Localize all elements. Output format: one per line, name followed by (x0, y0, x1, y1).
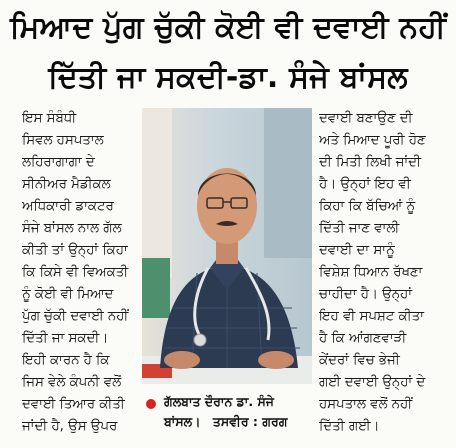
text-line: ਜਾਂਦੀ ਹੈ, ਉਸ ਉਪਰ (22, 419, 118, 434)
text-line: ਗਈ ਦਵਾਈ ਉਨ੍ਹਾਂ ਦੇ (319, 375, 426, 390)
text-line: ਦੀ ਮਿਤੀ ਲਿਖੀ ਜਾਂਦੀ (319, 155, 421, 170)
headline-line-1: ਮਿਆਦ ਪੁੱਗ ਚੁੱਕੀ ਕੋਈ ਵੀ ਦਵਾਈ ਨਹੀਂ (9, 10, 447, 45)
text-line: ਦਿੱਤੀ ਗਈ। (319, 419, 380, 434)
text-line: ਇਹੀ ਕਾਰਨ ਹੈ ਕਿ (22, 353, 110, 368)
text-line: ਕੀਤੀ ਤਾਂ ਉਨ੍ਹਾਂ ਕਿਹਾ (22, 243, 128, 258)
left-text-column (22, 108, 136, 438)
text-line: ਸਿਵਲ ਹਸਪਤਾਲ (22, 133, 104, 148)
text-line: ਚਾਹੀਦਾ ਹੈ। ਉਨ੍ਹਾਂ (319, 287, 412, 302)
text-line: ਦਵਾਈ ਤਿਆਰ ਕੀਤੀ (22, 397, 125, 412)
text-line: ਹੈ। ਉਨ੍ਹਾਂ ਇਹ ਵੀ (319, 177, 411, 192)
text-line: ਇਹ ਵੀ ਸਪਸ਼ਟ ਕੀਤਾ (319, 309, 424, 324)
text-line: ਪੁੱਗ ਚੁੱਕੀ ਦਵਾਈ ਨਹੀਂ (22, 309, 129, 324)
text-line: ਅਧਿਕਾਰੀ ਡਾਕਟਰ (22, 199, 114, 214)
text-line: ਸੰਜੇ ਬਾਂਸਲ ਨਾਲ ਗੱਲ (22, 221, 122, 236)
text-line: ਵਿਸ਼ੇਸ਼ ਧਿਆਨ ਰੱਖਣਾ (319, 265, 423, 280)
caption-line-1: ਗੱਲਬਾਤ ਦੌਰਾਨ ਡਾ. ਸੰਜੇ (164, 394, 274, 409)
text-line: ਦਵਾਈ ਦਾ ਸਾਨੂੰ (319, 243, 395, 258)
photo-credit: ਤਸਵੀਰ : ਗਰਗ (212, 414, 288, 429)
text-line: ਹੈ ਕਿ ਆਂਗਣਵਾੜੀ (319, 331, 407, 346)
text-line: ਕਿ ਕਿਸੇ ਵੀ ਵਿਅਕਤੀ (22, 265, 129, 280)
text-line: ਅਤੇ ਮਿਆਦ ਪੂਰੀ ਹੋਣ (319, 133, 426, 148)
headline-line-2: ਦਿੱਤੀ ਜਾ ਸਕਦੀ-ਡਾ. ਸੰਜੇ ਬਾਂਸਲ (48, 60, 408, 95)
text-line: ਜਿਸ ਵੇਲੇ ਕੰਪਨੀ ਵਲੋਂ (22, 375, 122, 390)
text-line: ਲਹਿਰਾਗਾਗਾ ਦੇ (22, 155, 95, 170)
text-line: ਇਸ ਸੰਬੰਧੀ (22, 111, 77, 126)
caption-line-2 (164, 412, 287, 432)
doctor-photo (142, 108, 312, 384)
doctor-portrait-illustration (142, 108, 312, 384)
text-line: ਦਿੱਤੀ ਜਾਣ ਵਾਲੀ (319, 221, 400, 236)
text-line: ਨੂੰ ਕੋਈ ਵੀ ਮਿਆਦ (22, 287, 114, 302)
right-text-column (319, 108, 447, 438)
caption-name: ਬਾਂਸਲ। (164, 414, 201, 429)
text-line: ਦਵਾਈ ਬਣਾਉਣ ਦੀ (319, 111, 413, 126)
text-line: ਕਿਹਾ ਕਿ ਬੱਚਿਆਂ ਨੂੰ (319, 199, 416, 214)
text-line: ਕੇਂਦਰਾਂ ਵਿਚ ਭੇਜੀ (319, 353, 400, 368)
caption-bullet-icon (146, 399, 156, 409)
text-line: ਦਿੱਤੀ ਜਾ ਸਕਦੀ। (22, 331, 109, 346)
text-line: ਹਸਪਤਾਲ ਵਲੋਂ ਨਹੀਂ (319, 397, 413, 412)
text-line: ਸੀਨੀਅਰ ਮੈਡੀਕਲ (22, 177, 111, 192)
